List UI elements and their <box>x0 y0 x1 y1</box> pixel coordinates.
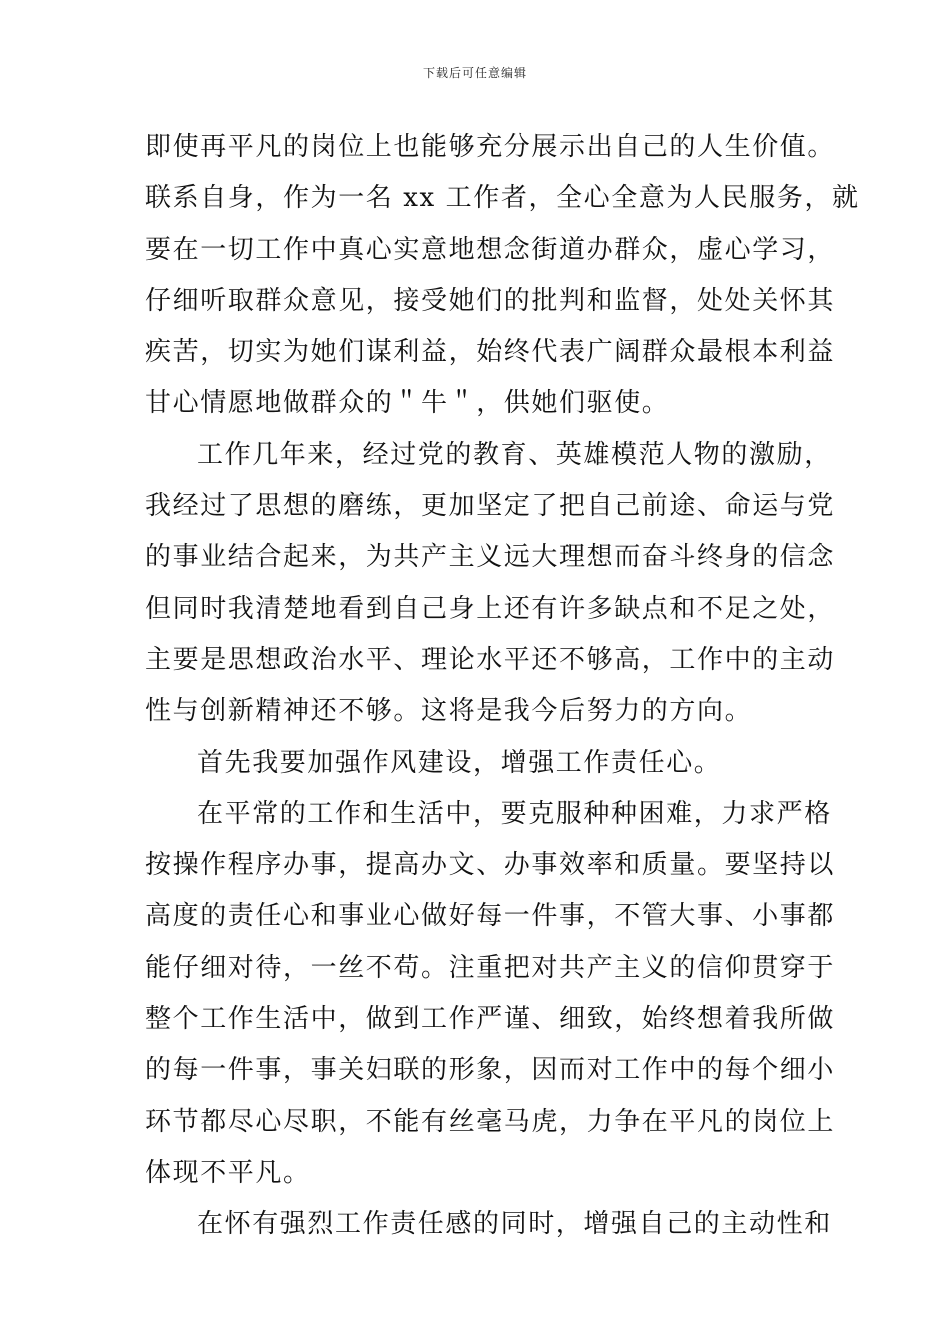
paragraph-first-line: 工作几年来，经过党的教育、英雄模范人物的激励， <box>197 439 832 470</box>
text-line: 环节都尽心尽职，不能有丝毫马虎，力争在平凡的岗位上 <box>145 1106 836 1137</box>
text-line: 甘心情愿地做群众的＂牛＂，供她们驱使。 <box>145 388 670 419</box>
paragraph-first-line: 在怀有强烈工作责任感的同时，增强自己的主动性和 <box>197 1209 832 1240</box>
text-line: 体现不平凡。 <box>145 1157 311 1188</box>
text-line: 但同时我清楚地看到自己身上还有许多缺点和不足之处， <box>145 593 836 624</box>
text-line: 整个工作生活中，做到工作严谨、细致，始终想着我所做 <box>145 1004 836 1035</box>
text-line: 要在一切工作中真心实意地想念街道办群众，虚心学习， <box>145 234 836 265</box>
text-line: 联系自身，作为一名 xx 工作者，全心全意为人民服务，就 <box>145 183 860 214</box>
text-line: 能仔细对待，一丝不苟。注重把对共产主义的信仰贯穿于 <box>145 952 836 983</box>
text-line: 仔细听取群众意见，接受她们的批判和监督，处处关怀其 <box>145 285 836 316</box>
text-line: 的每一件事，事关妇联的形象，因而对工作中的每个细小 <box>145 1055 836 1086</box>
text-line: 性与创新精神还不够。这将是我今后努力的方向。 <box>145 696 753 727</box>
text-line: 我经过了思想的磨练，更加坚定了把自己前途、命运与党 <box>145 491 836 522</box>
text-line: 主要是思想政治水平、理论水平还不够高，工作中的主动 <box>145 644 836 675</box>
text-line: 即使再平凡的岗位上也能够充分展示出自己的人生价值。 <box>145 132 836 162</box>
text-line: 按操作程序办事，提高办文、办事效率和质量。要坚持以 <box>145 850 836 881</box>
text-line: 疾苦，切实为她们谋利益，始终代表广阔群众最根本利益 <box>145 337 836 368</box>
paragraph-first-line: 首先我要加强作风建设，增强工作责任心。 <box>197 747 722 778</box>
page-header: 下载后可任意编辑 <box>422 66 527 80</box>
text-line: 高度的责任心和事业心做好每一件事，不管大事、小事都 <box>145 901 836 932</box>
text-line: 的事业结合起来，为共产主义远大理想而奋斗终身的信念 <box>145 542 836 573</box>
document-body <box>145 122 860 1251</box>
paragraph-first-line: 在平常的工作和生活中，要克服种种困难，力求严格 <box>197 798 832 829</box>
